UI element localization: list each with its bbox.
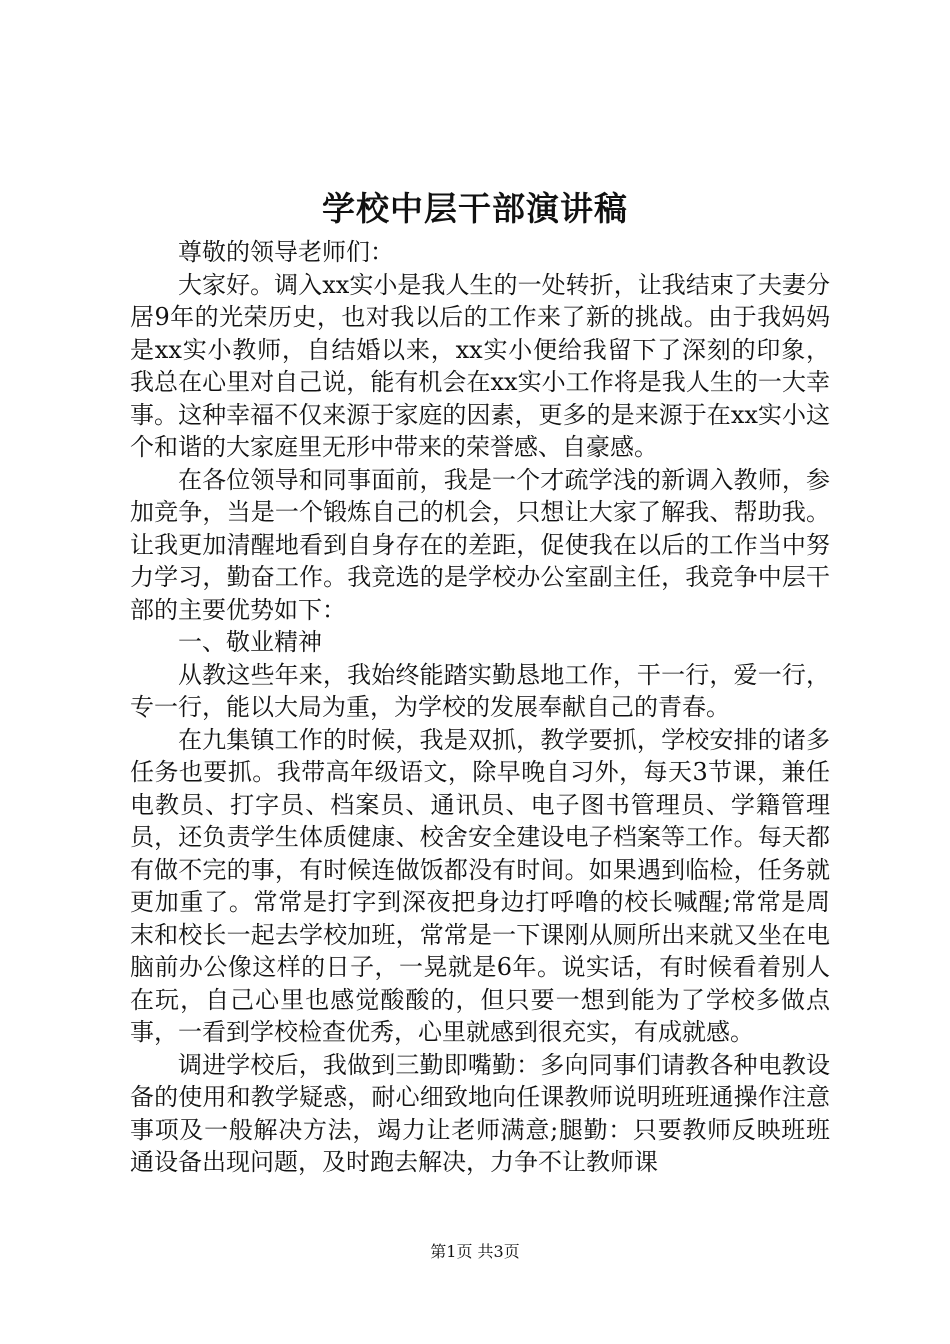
section-heading: 一、敬业精神: [178, 628, 322, 656]
page-footer: 第1页 共3页: [430, 1242, 520, 1261]
paragraph: 大家好。调入xx实小是我人生的一处转折，让我结束了夫妻分居9年的光荣历史，也对我以后的工作来了新的挑战。由于我妈妈是xx实小教师，自结婚以来，xx实小便给我留下了深刻的印象，我总在心里对自己说，能有机会在xx实小工作将是我人生的一大幸事。这种幸福不仅来源于家庭的因素，更多的是来源于在xx实小这个和谐的大家庭里无形中带来的荣誉感、自豪感。: [130, 270, 830, 461]
salutation: 尊敬的领导老师们：: [178, 238, 394, 266]
paragraph: 从教这些年来，我始终能踏实勤恳地工作，干一行，爱一行，专一行，能以大局为重，为学校的发展奉献自己的青春。: [130, 660, 830, 721]
document-title: 学校中层干部演讲稿: [322, 189, 628, 228]
paragraph: 在各位领导和同事面前，我是一个才疏学浅的新调入教师，参加竞争，当是一个锻炼自己的机会，只想让大家了解我、帮助我。让我更加清醒地看到自身存在的差距，促使我在以后的工作当中努力学习，勤奋工作。我竞选的是学校办公室副主任，我竞争中层干部的主要优势如下：: [130, 465, 830, 624]
paragraph: 调进学校后，我做到三勤即嘴勤：多向同事们请教各种电教设备的使用和教学疑惑，耐心细致地向任课教师说明班班通操作注意事项及一般解决方法，竭力让老师满意;腿勤：只要教师反映班班通设备出现问题，及时跑去解决，力争不让教师课: [130, 1050, 830, 1176]
document-body: [130, 236, 830, 1179]
paragraph: 在九集镇工作的时候，我是双抓，教学要抓，学校安排的诸多任务也要抓。我带高年级语文，除早晚自习外，每天3节课，兼任电教员、打字员、档案员、通讯员、电子图书管理员、学籍管理员，还负责学生体质健康、校舍安全建设电子档案等工作。每天都有做不完的事，有时候连做饭都没有时间。如果遇到临检，任务就更加重了。常常是打字到深夜把身边打呼噜的校长喊醒;常常是周末和校长一起去学校加班，常常是一下课刚从厕所出来就又坐在电脑前办公像这样的日子，一晃就是6年。说实话，有时候看着别人在玩，自己心里也感觉酸酸的，但只要一想到能为了学校多做点事，一看到学校检查优秀，心里就感到很充实，有成就感。: [130, 725, 830, 1046]
